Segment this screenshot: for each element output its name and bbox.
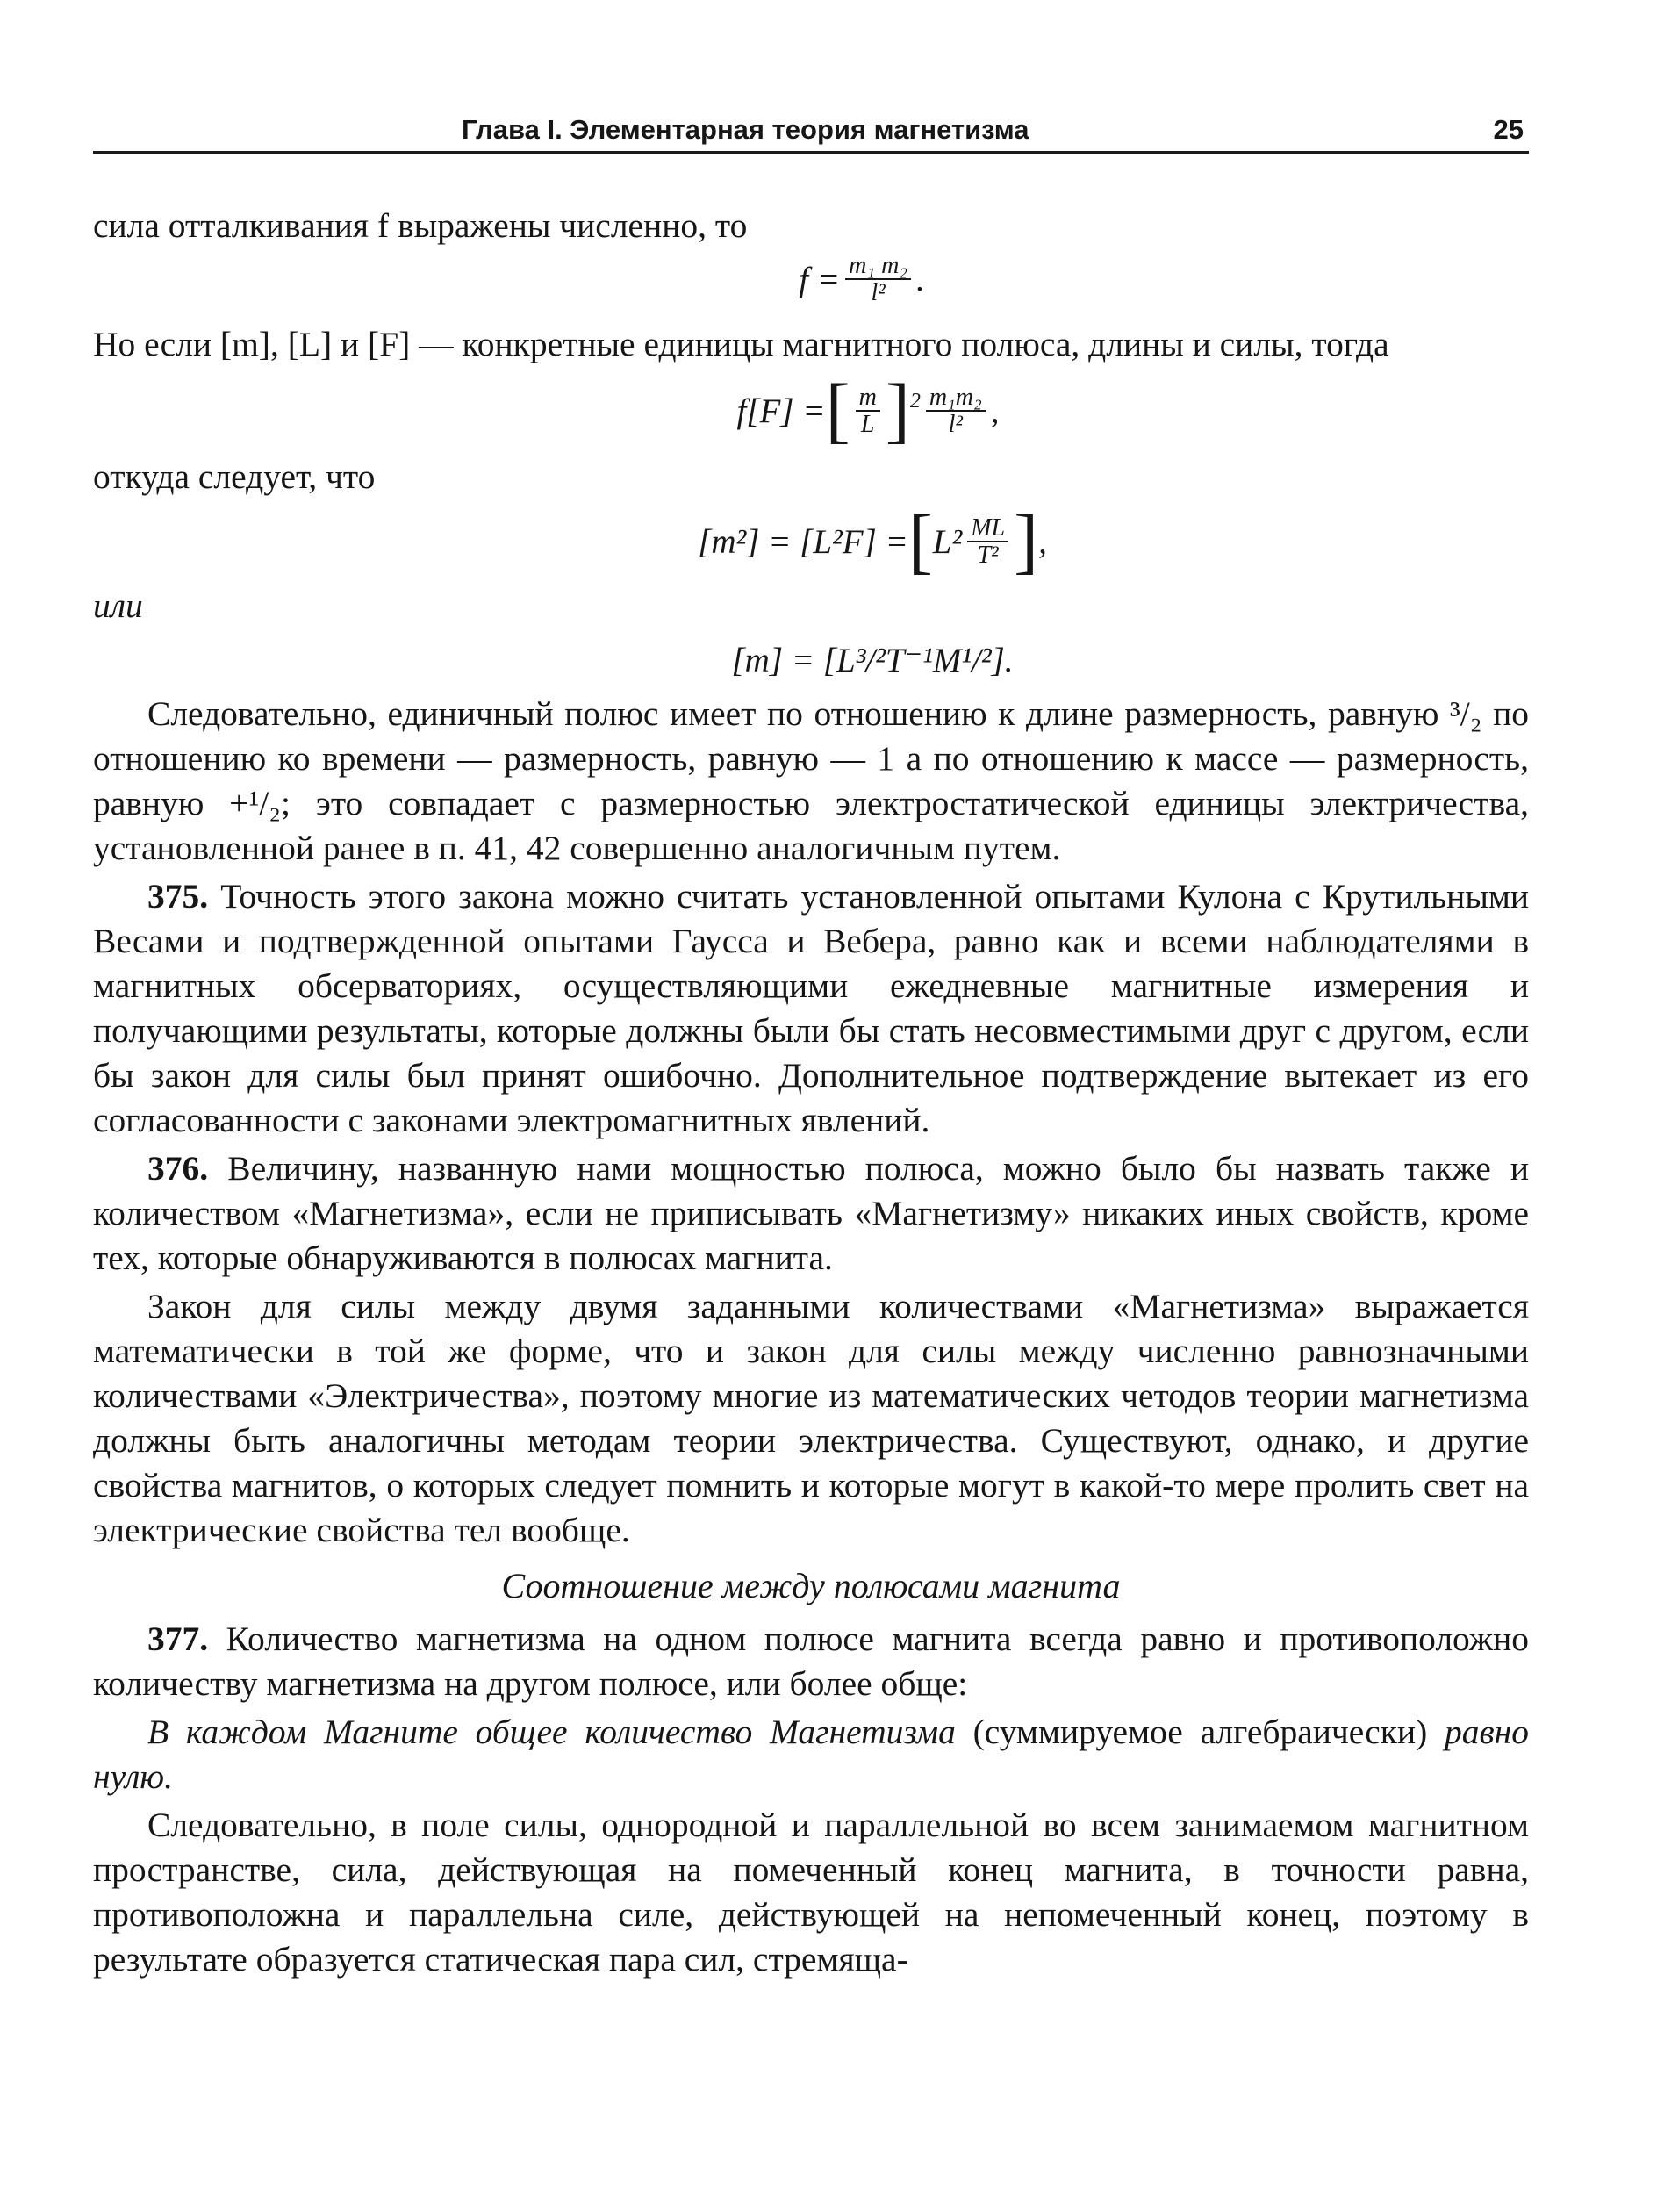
eq3-fraction	[967, 515, 1008, 569]
paragraph-units: Но если [m], [L] и [F] — конкретные единицы магнитного полюса, длины и силы, тогда	[93, 325, 1389, 363]
eq2-inner-fraction	[856, 384, 880, 438]
section-377	[93, 1617, 1529, 1706]
eq2-denominator: l²	[948, 411, 963, 438]
eq3-lhs: [m²] = [L²F] =	[698, 522, 908, 561]
equation-dimension-square	[93, 499, 1529, 584]
eq2-bracket-left: [	[825, 370, 850, 451]
page-number: 25	[1493, 114, 1524, 145]
eq2-bracket-right: ]	[885, 370, 910, 451]
eq3-bracket-right: ]	[1014, 500, 1039, 582]
eq2-numerator: m₁m₂	[926, 384, 986, 412]
section-375-number: 375.	[147, 877, 209, 916]
section-375-text: Точность этого закона можно считать установленной опытами Кулона с Крутильными Весами и подтвержденной опытами Гаусса и Вебера, равно как и всеми наблюдателями в магнитных обсерваториях, осуществляющими ежедневные магнитные измерения и получающими результаты, которые должны были бы стать несовместимыми друг с другом, если бы закон для силы был принят ошибочно. Дополнительное подтверждение вытекает из его согласованности с законами электромагнитных явлений.	[93, 877, 1529, 1139]
section-377-number: 377.	[147, 1620, 209, 1658]
equation-force	[93, 248, 1529, 310]
paragraph-magnetism-law: Закон для силы между двумя заданными количествами «Магнетизма» выражается математически в той же форме, что и закон для силы между численно равнозначными количествами «Электричества», поэтому многие из математических четодов теории магнетизма должны быть аналогичны методам теории электричества. Существуют, однако, и другие свойства магнитов, о которых следует помнить и которые могут в какой-то мере пролить свет на электрические свойства тел вообще.	[93, 1287, 1529, 1549]
eq2-tail: ,	[990, 391, 1000, 430]
theorem-part-b: равно нулю.	[93, 1713, 1530, 1796]
paragraph-hence: откуда следует, что	[93, 457, 376, 496]
page-body	[93, 204, 1529, 1982]
eq2-exponent: 2	[909, 390, 921, 413]
eq4-expression: [m] = [L³/²T⁻¹M¹/²].	[731, 641, 1014, 679]
section-376-text: Величину, названную нами мощностью полюса, можно было бы назвать также и количеством «Магнетизма», если не приписывать «Магнетизму» никаких иных свойств, кроме тех, которые обнаруживаются в полюсах магнита.	[93, 1149, 1529, 1277]
eq1-tail: .	[916, 260, 925, 298]
section-375	[93, 874, 1529, 1143]
paragraph-couple: Следовательно, в поле силы, однородной и параллельной во всем занимаемом магнитном пространстве, сила, действующая на помеченный конец магнита, в точности равна, противоположна и параллельна силе, действующей на непомеченный конец, поэтому в результате образуется статическая пара сил, стремяща-	[93, 1806, 1529, 1979]
eq3-numerator: ML	[967, 515, 1008, 542]
section-376-number: 376.	[147, 1149, 209, 1188]
theorem-part-a: В каждом Магните общее количество Магнетизма	[147, 1713, 956, 1751]
paragraph-theorem	[93, 1710, 1529, 1799]
eq3-bracket-left: [	[907, 500, 933, 582]
eq3-denominator: T²	[977, 542, 999, 569]
eq1-numerator: m₁ m₂	[845, 253, 911, 280]
eq2-inner-denominator: L	[860, 411, 875, 438]
equation-dimension	[93, 628, 1529, 692]
eq1-lhs: f =	[799, 260, 841, 298]
section-heading: Соотношение между полюсами магнита	[501, 1566, 1121, 1605]
theorem-parenthetical: (суммируемое алгебраически)	[972, 1713, 1428, 1751]
section-377-text: Количество магнетизма на одном полюсе магнита всегда равно и противоположно количеству магнетизма на другом полюсе, или более обще:	[93, 1620, 1529, 1703]
chapter-title: Глава I. Элементарная теория магнетизма	[462, 114, 1029, 145]
paragraph-conclusion: Следовательно, единичный полюс имеет по отношению к длине размерность, равную ³/₂ по отношению ко времени — размерность, равную — 1 а по отношению к массе — размерность, равную +¹/₂; это совпадает с размерностью электростатической единицы электричества, установленной ранее в п. 41, 42 совершенно аналогичным путем.	[93, 694, 1529, 867]
eq2-inner-numerator: m	[856, 384, 880, 412]
running-header	[93, 111, 1529, 154]
eq1-denominator: l²	[871, 279, 886, 306]
eq2-lhs: f[F] =	[736, 391, 826, 430]
section-376	[93, 1146, 1529, 1281]
equation-units	[93, 367, 1529, 455]
eq1-fraction	[845, 253, 911, 306]
paragraph-intro: сила отталкивания f выражены численно, то	[93, 206, 748, 245]
paragraph-or: или	[93, 586, 143, 625]
eq3-length-squared: L²	[932, 522, 963, 561]
eq3-tail: ,	[1038, 522, 1047, 561]
eq2-fraction	[926, 384, 986, 438]
